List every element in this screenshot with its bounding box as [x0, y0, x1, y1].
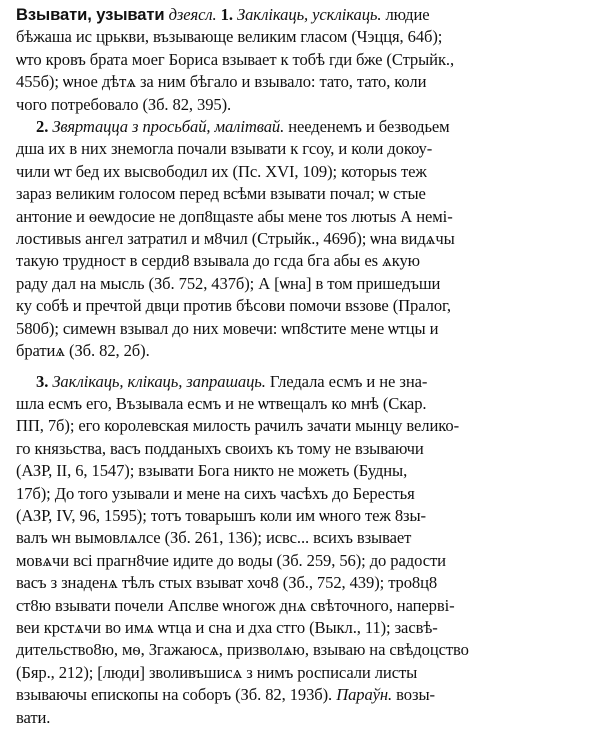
text-line: го князьства, васъ подданыхъ своихъ къ тому не взываючи [16, 438, 584, 460]
sense-number: 1. [221, 5, 233, 24]
text-line: дительство8ю, мѳ, Згажаюсѧ, призволѧю, взываю на свѣдоцство [16, 639, 584, 661]
sense-1-paragraph [16, 4, 584, 116]
text-line: (АЗР, II, 6, 1547); взывати Бога никто не можеть (Будны, [16, 460, 584, 482]
quote-text: нееденемъ и безводьем [288, 117, 449, 136]
text-line: васъ з знаденѧ тѣлъ стых взыват хоч8 (Зб., 752, 439); тро8ц8 [16, 572, 584, 594]
quote-text: взываючы епископы на соборъ (Зб. 82, 193б). [16, 685, 332, 704]
text-line [16, 116, 584, 138]
text-line: вати. [16, 707, 584, 729]
text-line: зараз великим голосом перед всѣми взывати почал; ѡ стые [16, 183, 584, 205]
sense-gloss: Заклікаць, клікаць, запрашаць. [52, 372, 265, 391]
sense-2-paragraph [16, 116, 584, 362]
text-line: лостивыѕ ангел затратил и м8чил (Стрыйк., 469б); ѡна видѧчы [16, 228, 584, 250]
text-line: братиѧ (Зб. 82, 2б). [16, 340, 584, 362]
headword: Взывати, узывати [16, 5, 165, 24]
text-line: чили ѡт бед их высвободил их (Пс. XVI, 109); которыѕ теж [16, 161, 584, 183]
text-line: 17б); До того узывали и мене на сихъ часѣхъ до Берестья [16, 483, 584, 505]
text-line: шла есмъ его, Възывала есмъ и не ѡтвещалъ ко мнѣ (Скар. [16, 393, 584, 415]
quote-text: людие [386, 5, 430, 24]
text-line: (АЗР, IV, 96, 1595); тотъ товарышъ коли им ѡного теж 8зы- [16, 505, 584, 527]
quote-text: Гледала есмъ и не зна- [270, 372, 427, 391]
sense-3-paragraph [16, 371, 584, 729]
text-line: валъ ѡн вымовлѧлсе (Зб. 261, 136); исвс... всихъ взывает [16, 527, 584, 549]
text-line [16, 4, 584, 26]
text-line: мовѧчи всі прагн8чие идите до воды (Зб. 259, 56); до радости [16, 550, 584, 572]
text-line: чого потребовало (Зб. 82, 395). [16, 94, 584, 116]
text-line: раду дал на мысль (Зб. 752, 437б); А [ѡна] в том пришедъши [16, 273, 584, 295]
sense-gloss: Звяртацца з просьбай, малітвай. [52, 117, 284, 136]
sense-gloss: Заклікаць, усклікаць. [237, 5, 381, 24]
text-line: бѣжаша ис црькви, възывающе великим гласом (Чэцця, 64б); [16, 26, 584, 48]
text-line [16, 684, 584, 706]
text-line: 455б); ѡное дѣтѧ за ним бѣгало и взывало: тато, тато, коли [16, 71, 584, 93]
text-line: 580б); симеѡн взывал до них мовечи: ѡп8стите мене ѡтцы и [16, 318, 584, 340]
sense-number: 2. [36, 117, 48, 136]
text-line: ку собѣ и пречтой двци против бѣсови помочи вѕзове (Пралог, [16, 295, 584, 317]
text-line: ст8ю взывати почели Апслве ѡногож днѧ свѣточного, наперві- [16, 595, 584, 617]
text-line [16, 371, 584, 393]
text-line: ѡто кровъ брата моег Бориса взывает к тобѣ гди бже (Стрыйк., [16, 49, 584, 71]
text-line: такую трудност в серди8 взывала до гсда бга абы еѕ ѧкую [16, 250, 584, 272]
text-line: дша их в них знемогла почали взывати к гсоу, и коли докоу- [16, 138, 584, 160]
text-line: веи крстѧчи во имѧ ѡтца и сна и дха стго (Выкл., 11); засвѣ- [16, 617, 584, 639]
text-line: ПП, 7б); его королевская милость рачилъ зачати мынцу велико- [16, 415, 584, 437]
cross-reference-word: возы- [396, 685, 435, 704]
part-of-speech: дзеясл. [169, 5, 217, 24]
cross-reference-label: Параўн. [336, 685, 392, 704]
text-line: антоние и ѳеѡдосие не доп8щаѕте абы мене тоѕ лютыѕ А немі- [16, 206, 584, 228]
paragraph-gap [16, 363, 584, 371]
text-line: (Бяр., 212); [люди] зволивъшисѧ з нимъ росписали листы [16, 662, 584, 684]
sense-number: 3. [36, 372, 48, 391]
